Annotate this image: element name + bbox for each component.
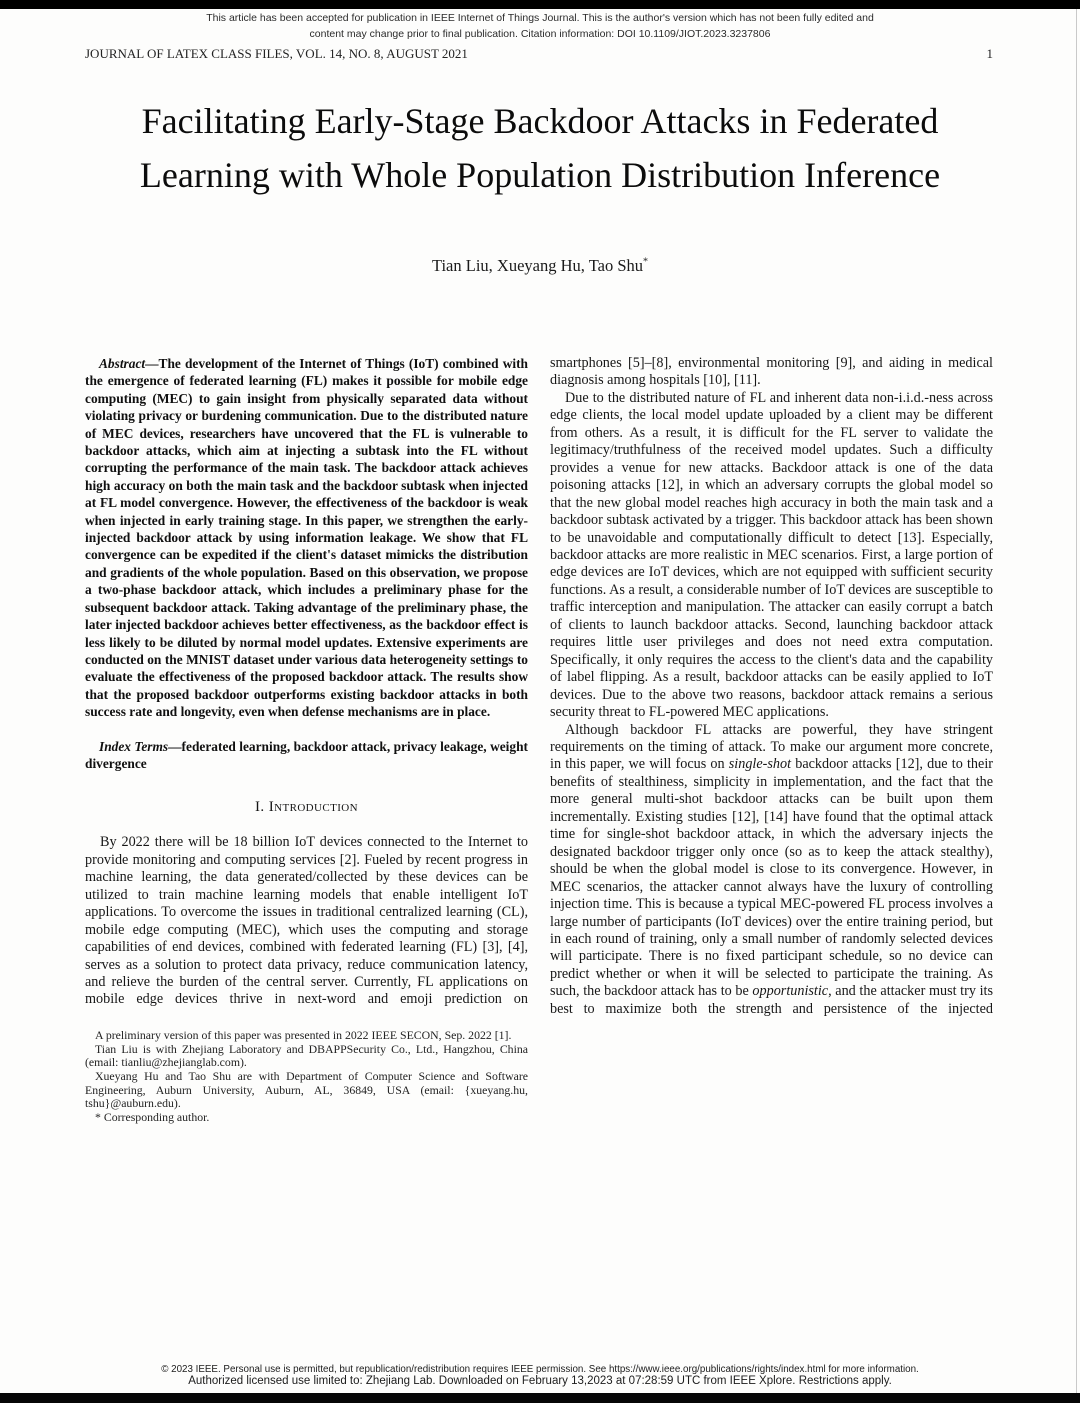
introduction-paragraph-left: By 2022 there will be 18 billion IoT devices connected to the Internet to provide monitoring and computing services [2]. Fueled by recent progress in machine learning, the data generated/collected by these devices can be utilized to train machine learning models that enable intelligent IoT applications. To overcome the issues in traditional centralized learning (CL), mobile edge computing (MEC), which uses the computing and storage capabilities of end devices, combined with federated learning (FL) [3], [4], serves as a solution to protect data privacy, reduce communication latency, and relieve the burden of the central server. Currently, FL applications on mobile edge devices thrive in next-word and emoji prediction on [85,834,528,1008]
two-column-body [85,352,993,1125]
footnote-block [85,1029,528,1125]
acceptance-notice [60,10,1020,42]
abstract-paragraph [85,352,528,721]
xplore-stamp [0,1364,1080,1389]
index-terms-paragraph [85,738,528,773]
paper-title: Facilitating Early-Stage Backdoor Attacks in Federated Learning with Whole Population Distribution Inference [139,101,941,195]
single-shot-emphasis: single-shot [728,756,792,773]
introduction-paragraph-backdoor: Due to the distributed nature of FL and inherent data non-i.i.d.-ness across edge clients, the local model update uploaded by a client may be different from others. As a result, it is difficult for the FL server to validate the legitimacy/truthfulness of the received model updates. Such a difficulty provides a venue for new attacks. Backdoor attack is one of the data poisoning attacks [12], in which an adversary corrupts the global model so that the new global model reaches high accuracy in both the main task and a backdoor subtask activated by a trigger. This backdoor attack has been shown to be unavoidable and computationally difficult to detect [13]. Especially, backdoor attacks are more realistic in MEC scenarios. First, a large portion of edge devices are IoT devices, which are not equipped with sufficient security functions. As a result, a considerable number of IoT devices are susceptible to traffic interception and manipulation. The attacker can easily corrupt a batch of clients to launch backdoor attacks. Second, launching backdoor attack requires little user privileges and does not need extra computation. Specifically, it only requires the access to the client's data and the capability of label flipping. As a result, backdoor attacks can be easily applied to IoT devices. Due to the above two reasons, backdoor attack remains a serious security threat to FL-powered MEC applications. [550,389,993,721]
index-terms-label: Index Terms [99,738,169,754]
introduction-paragraph-continuation: smartphones [5]–[8], environmental monitoring [9], and aiding in medical diagnosis among hospitals [10], [11]. [550,355,993,389]
page-edge-line [1076,9,1077,1393]
download-stamp-line: Authorized licensed use limited to: Zhejiang Lab. Downloaded on February 13,2023 at 07:28:59 UTC from IEEE Xplore. Restrictions apply. [188,1375,892,1387]
right-column [550,352,993,1125]
footnote-affiliation-tian-liu: Tian Liu is with Zhejiang Laboratory and DBAPPSecurity Co., Ltd., Hangzhou, China (email: tianliu@zhejianglab.com). [85,1041,528,1070]
introduction-paragraph-timing [550,722,993,1019]
abstract-text: —The development of the Internet of Things (IoT) combined with the emergence of federated learning (FL) makes it possible for mobile edge computing (MEC) to gain insight from physically separated data without violating privacy or burdening communication. Due to the distributed nature of MEC devices, researchers have uncovered that the FL is vulnerable to backdoor attacks, which aim at injecting a subtask into the FL without corrupting the performance of the main task. The backdoor attack achieves high accuracy on both the main task and the backdoor subtask when injected at FL model convergence. However, the effectiveness of the backdoor is weak when injected in early training stage. In this paper, we strengthen the early-injected backdoor attack by using information leakage. We show that FL convergence can be expedited if the client's dataset mimicks the distribution and gradients of the whole population. Based on this observation, we propose a two-phase backdoor attack, which includes a preliminary phase for the subsequent backdoor attack. Taking advantage of the preliminary phase, the later injected backdoor achieves better effectiveness, as the backdoor effect is less likely to be diluted by normal model updates. Extensive experiments are conducted on the MNIST dataset under various data heterogeneity settings to evaluate the effectiveness of the proposed backdoor attack. The results show that the proposed backdoor outperforms existing backdoor attacks in both success rate and longevity, even when defense mechanisms are in place. [85,356,528,720]
left-column [85,352,528,1125]
abstract-label: Abstract [99,356,146,371]
running-header [85,46,993,62]
acceptance-notice-line2: content may change prior to final publication. Citation information: DOI 10.1109/JIOT.2023.3237806 [309,28,771,40]
section-heading-introduction: I. Introduction [255,799,358,816]
page-number: 1 [986,46,993,61]
timing-text-2: backdoor attacks [12], due to their benefits of stealthiness, simplicity in implementation, and the fact that the more general multi-shot backdoor attacks can be built upon them incrementally. Existing studies [12], [14] have found that the optimal attack time for single-shot backdoor attack, in which the adversary injects the designated backdoor trigger only once (so as to keep the attack stealthy), should be when the global model is close to its convergence. However, in MEC scenarios, the attacker cannot always have the luxury of controlling injection time. This is because a typical MEC-powered FL process involves a large number of participants (IoT devices) over the entire training period, but in each round of training, only a small number of randomly selected devices will participate. There is no fixed participant schedule, so no device can predict whether or when it will be selected to participate the training. As such, the backdoor attack has to be [550,756,993,1000]
timing-text-3: , and the attacker must try its best to maximize both the strength and persistence of the injected [550,983,993,1017]
authors-line [0,256,1080,276]
timing-text-1: Although backdoor FL attacks are powerful, they have stringent requirements on the timing of attack. To make our argument more concrete, in this paper, we will focus on [550,721,993,773]
footnote-corresponding-author: * Corresponding author. [95,1110,210,1125]
corresponding-author-mark: * [643,256,649,268]
index-terms-text: —federated learning, backdoor attack, privacy leakage, weight divergence [85,738,529,771]
acceptance-notice-line1: This article has been accepted for publication in IEEE Internet of Things Journal. This is the author's version which has not been fully edited and [206,12,874,24]
opportunistic-emphasis: opportunistic [752,983,829,1000]
footnote-preliminary-version: A preliminary version of this paper was presented in 2022 IEEE SECON, Sep. 2022 [1]. [95,1027,512,1042]
bottom-black-bar [0,1393,1080,1403]
copyright-line: © 2023 IEEE. Personal use is permitted, but republication/redistribution requires IEEE permission. See https://www.ieee.org/publications/rights/index.html for more information. [161,1363,919,1375]
footnote-affiliation-hu-shu: Xueyang Hu and Tao Shu are with Department of Computer Science and Software Engineering, Auburn University, Auburn, AL, 36849, USA (email: {xueyang.hu, tshu}@auburn.edu). [85,1068,528,1111]
author-names: Tian Liu, Xueyang Hu, Tao Shu [431,256,644,275]
journal-name: JOURNAL OF LATEX CLASS FILES, VOL. 14, NO. 8, AUGUST 2021 [85,46,468,61]
top-black-bar [0,0,1080,9]
